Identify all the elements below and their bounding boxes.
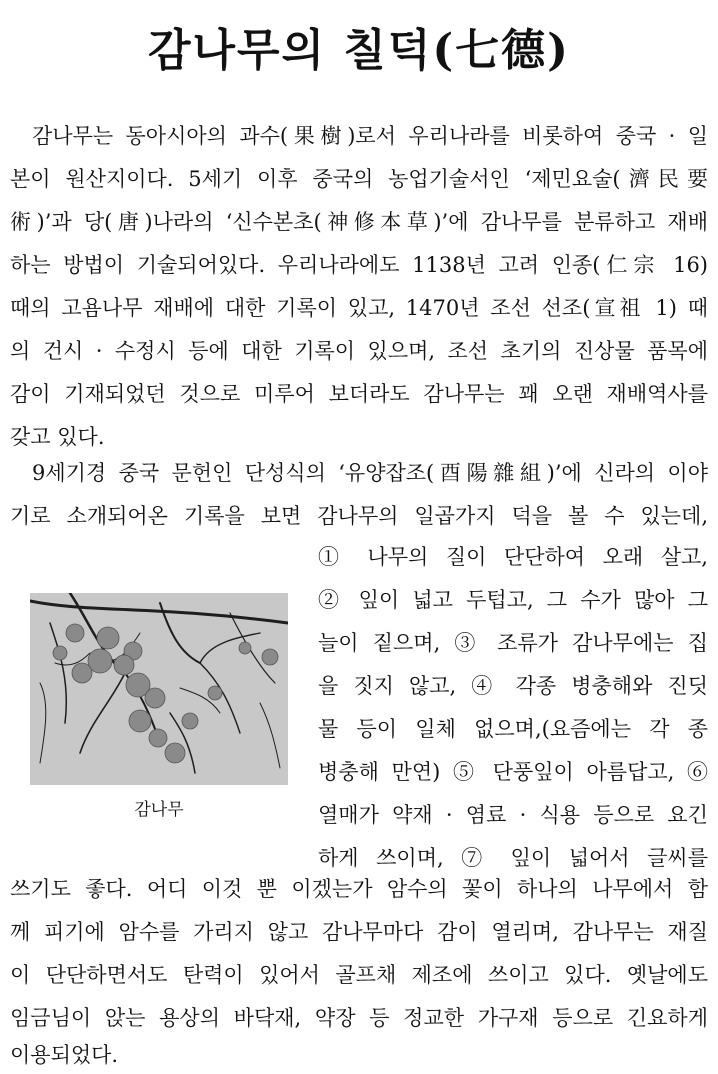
paragraph-line: 열매가 약재 · 염료 · 식용 등으로 요긴: [318, 803, 708, 827]
figure-caption: 감나무: [134, 800, 184, 820]
paragraph-line: 이 단단하면서도 탄력이 있어서 골프채 제조에 쓰이고 있다. 옛날에도: [10, 963, 708, 987]
paragraph-line: 감이 기재되었던 것으로 미루어 보더라도 감나무는 꽤 오랜 재배역사를: [10, 382, 708, 406]
paragraph-line: 9세기경 중국 문헌인 단성식의 ‘유양잡조(酉陽雜組)’에 신라의 이야: [32, 461, 708, 485]
paragraph-line: 늘이 짙으며, ③ 조류가 감나무에는 집: [318, 631, 708, 655]
paragraph-line: 갖고 있다.: [10, 425, 105, 449]
paragraph-line: 감나무는 동아시아의 과수(果樹)로서 우리나라를 비롯하여 중국 · 일: [32, 124, 708, 148]
paragraph-line: 병충해 만연) ⑤ 단풍잎이 아름답고, ⑥: [318, 760, 708, 784]
paragraph-line: 본이 원산지이다. 5세기 이후 중국의 농업기술서인 ‘제민요술(濟民要: [10, 167, 708, 191]
paragraph-line: 임금님이 앉는 용상의 바닥재, 약장 등 정교한 가구재 등으로 긴요하게: [10, 1006, 708, 1030]
paragraph-line: 을 짓지 않고, ④ 각종 병충해와 진딧: [318, 674, 708, 698]
page-title: 감나무의 칠덕(七德): [148, 25, 570, 76]
paragraph-line: 하게 쓰이며, ⑦ 잎이 넓어서 글씨를: [318, 846, 708, 870]
paragraph-line: 기로 소개되어온 기록을 보면 감나무의 일곱가지 덕을 볼 수 있는데,: [10, 504, 708, 528]
paragraph-line: 때의 고욤나무 재배에 대한 기록이 있고, 1470년 조선 선조(宣祖 1) 때: [10, 296, 708, 320]
paragraph-line: 쓰기도 좋다. 어디 이것 뿐 이겠는가 암수의 꽃이 하나의 나무에서 함: [10, 877, 708, 901]
paragraph-line: 물 등이 일체 없으며,(요즘에는 각 종: [318, 717, 708, 741]
paragraph-line: 이용되었다.: [10, 1043, 119, 1067]
paragraph-line: 術)’과 당(唐)나라의 ‘신수본초(神修本草)’에 감나무를 분류하고 재배: [10, 210, 708, 234]
persimmon-tree-photo: [30, 593, 288, 785]
paragraph-line: ② 잎이 넓고 두텁고, 그 수가 많아 그: [318, 588, 708, 612]
paragraph-line: 의 건시 · 수정시 등에 대한 기록이 있으며, 조선 초기의 진상물 품목에: [10, 339, 708, 363]
paragraph-line: 하는 방법이 기술되어있다. 우리나라에도 1138년 고려 인종(仁宗 16): [10, 253, 708, 277]
paragraph-line: ① 나무의 질이 단단하여 오래 살고,: [318, 545, 708, 569]
paragraph-line: 께 피기에 암수를 가리지 않고 감나무마다 감이 열리며, 감나무는 재질: [10, 920, 708, 944]
